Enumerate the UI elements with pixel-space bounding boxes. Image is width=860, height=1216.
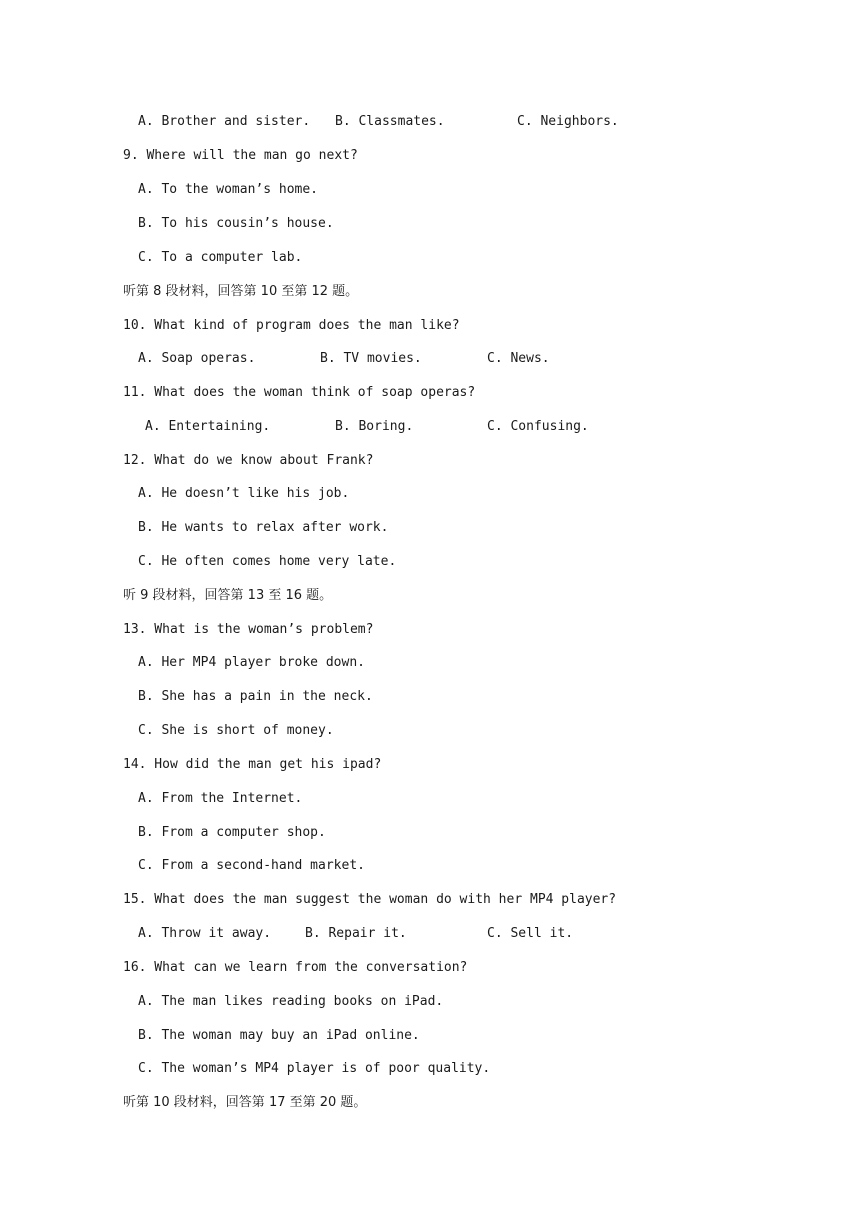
- q10-stem: 10. What kind of program does the man like?: [123, 318, 460, 333]
- q10-option-b: B. TV movies.: [320, 351, 422, 366]
- q12-option-a: A. He doesn’t like his job.: [138, 486, 350, 501]
- q16-option-b: B. The woman may buy an iPad online.: [138, 1028, 420, 1043]
- q12-stem: 12. What do we know about Frank?: [123, 453, 374, 468]
- q14-option-b: B. From a computer shop.: [138, 825, 326, 840]
- q15-option-a: A. Throw it away.: [138, 926, 272, 941]
- q14-option-c: C. From a second-hand market.: [138, 858, 365, 873]
- section-9-instruction: 听 9 段材料，回答第 13 至 16 题。: [123, 588, 333, 603]
- q15-stem: 15. What does the man suggest the woman do with her MP4 player?: [123, 892, 617, 907]
- q15-option-c: C. Sell it.: [487, 926, 574, 941]
- section-8-instruction: 听第 8 段材料，回答第 10 至第 12 题。: [123, 284, 359, 299]
- q14-option-a: A. From the Internet.: [138, 791, 303, 806]
- q8-option-a: A. Brother and sister.: [138, 114, 311, 129]
- q14-stem: 14. How did the man get his ipad?: [123, 757, 382, 772]
- q11-option-a: A. Entertaining.: [145, 419, 271, 434]
- q8-option-b: B. Classmates.: [335, 114, 445, 129]
- q11-option-c: C. Confusing.: [487, 419, 589, 434]
- section-10-instruction: 听第 10 段材料，回答第 17 至第 20 题。: [123, 1095, 367, 1110]
- q11-option-b: B. Boring.: [335, 419, 414, 434]
- q13-option-b: B. She has a pain in the neck.: [138, 689, 373, 704]
- q13-option-c: C. She is short of money.: [138, 723, 334, 738]
- q16-stem: 16. What can we learn from the conversation?: [123, 960, 468, 975]
- q12-option-c: C. He often comes home very late.: [138, 554, 397, 569]
- q12-option-b: B. He wants to relax after work.: [138, 520, 389, 535]
- q15-option-b: B. Repair it.: [305, 926, 407, 941]
- q13-stem: 13. What is the woman’s problem?: [123, 622, 374, 637]
- q9-option-a: A. To the woman’s home.: [138, 182, 319, 197]
- q16-option-c: C. The woman’s MP4 player is of poor quality.: [138, 1061, 491, 1076]
- q10-option-c: C. News.: [487, 351, 550, 366]
- q9-option-b: B. To his cousin’s house.: [138, 216, 334, 231]
- q10-option-a: A. Soap operas.: [138, 351, 256, 366]
- q16-option-a: A. The man likes reading books on iPad.: [138, 994, 444, 1009]
- q13-option-a: A. Her MP4 player broke down.: [138, 655, 365, 670]
- q8-option-c: C. Neighbors.: [517, 114, 619, 129]
- q9-stem: 9. Where will the man go next?: [123, 148, 358, 163]
- q9-option-c: C. To a computer lab.: [138, 250, 303, 265]
- q11-stem: 11. What does the woman think of soap operas?: [123, 385, 476, 400]
